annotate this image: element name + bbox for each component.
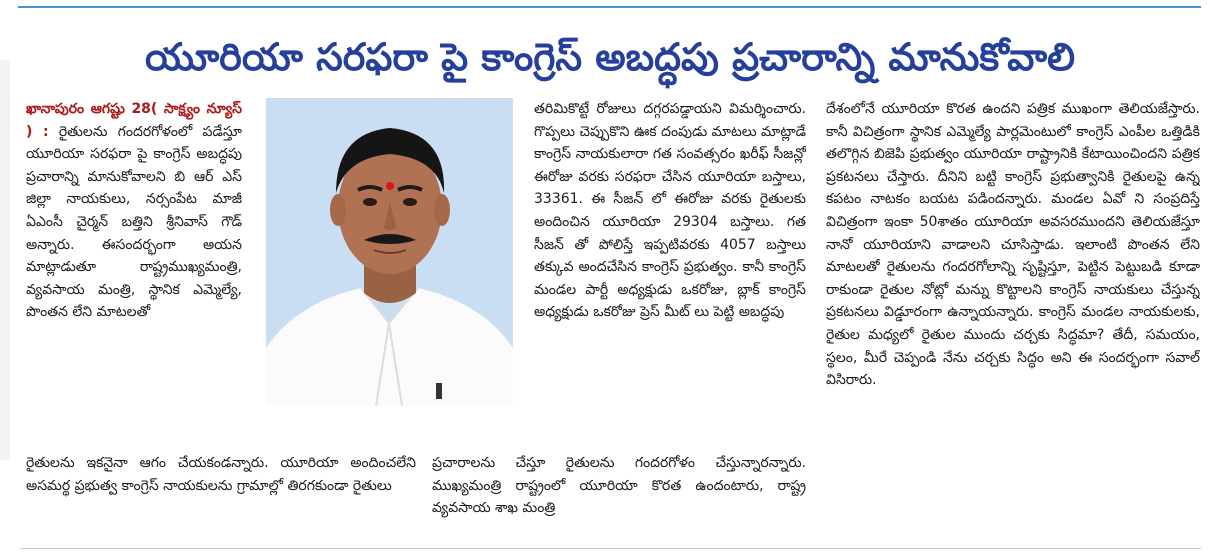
- column-4: [826, 98, 1200, 528]
- column-4-text: దేశంలోనే యూరియా కొరత ఉందని పత్రిక ముఖంగా తెలియజేస్తారు. కానీ విచిత్రంగా స్థానిక ఎమ్మెల్యే పార్లమెంటులో కాంగ్రెస్ ఎంపీల ఒత్తిడికి తలొగ్గిన బిజెపి ప్రభుత్వం యూరియా రాష్ట్రానికి కేటాయించిందని పత్రిక ప్రకటనలు చేస్తారు. దీనిని బట్టి కాంగ్రెస్ ప్రభుత్వానికి రైతులపై ఉన్న కపటం నాటకం బయట పడిందన్నారు. మండల ఏవో ని సంప్రదిస్తే విచిత్రంగా ఇంకా 50శాతం యూరియా అవసరముందని తెలియజేస్తూ నానో యూరియాని వాడాలని చూసిస్తాడు. ఇలాంటి పొంతన లేని మాటలతో రైతులను గందరగోలాన్ని సృష్టిస్తూ, పెట్టిన పెట్టుబడి కూడా రాకుండా రైతుల నోట్లో మన్ను కొట్టాలని కాంగ్రెస్ నాయకులు చేస్తున్న ప్రకటనలు విడ్డూరంగా ఉన్నాయన్నారు. కాంగ్రెస్ మండల నాయకులకు, రైతుల మధ్యలో రైతుల ముందు చర్చకు సిద్ధమా? తేదీ, సమయం, స్థలం, మీరే చెప్పండి నేను చర్చకు సిద్ధం అని ఈ సందర్భంగా సవాల్ విసిరారు.: [826, 101, 1200, 389]
- column-1-continued: [26, 452, 416, 532]
- dateline: ఖానాపురం ఆగష్టు 28( సాక్ష్యం న్యూస్ ) :: [26, 101, 242, 140]
- column-3-text: తరిమికొట్టే రోజులు దగ్గరపడ్డాయని విమర్శించారు. గొప్పలు చెప్పుకొని ఊక దంపుడు మాటలు మాట్లాడే కాంగ్రెస్ నాయకులారా గత సంవత్సరం ఖరీఫ్ సీజన్లో ఈరోజు వరకు సరఫరా చేసిన యూరియా బస్తాలు, 33361. ఈ సీజన్ లో ఈరోజు వరకు రైతులకు అందించిన యూరియా 29304 బస్తాలు. గత సీజన్ తో పోలిస్తే ఇప్పటివరకు 4057 బస్తాలు తక్కువ అందచేసిన కాంగ్రెస్ ప్రభుత్వం. కానీ కాంగ్రెస్ మండల పార్టీ అధ్యక్షుడు ఒకరోజు, బ్లాక్ కాంగ్రెస్ అధ్యక్షుడు ఒకరోజు ప్రెస్ మీట్ లు పెట్టి అబద్ధపు: [534, 101, 806, 321]
- reporter-photo: [266, 98, 513, 406]
- column-3: [534, 98, 806, 448]
- top-rule: [18, 6, 1201, 8]
- column-1: [26, 98, 242, 448]
- column-3-continued: [432, 452, 806, 532]
- headline: యూరియా సరఫరా పై కాంగ్రెస్ అబద్ధపు ప్రచారాన్ని మానుకోవాలి: [145, 35, 1075, 79]
- column-1-text: రైతులను గందరగోళంలో పడేస్తూ యూరియా సరఫరా పై కాంగ్రెస్ అబద్ధపు ప్రచారాన్ని మానుకోవాలని బి ఆర్ ఎస్ జిల్లా నాయకులు, నర్సంపేట మాజీ ఏఎంసీ చైర్మన్ బత్తిని శ్రీనివాస్ గౌడ్ అన్నారు. ఈసందర్భంగా అయన మాట్లాడుతూ రాష్ట్రముఖ్యమంత్రి, వ్యవసాయ మంత్రి, స్థానిక ఎమ్మెల్యే, పొంతన లేని మాటలతో: [26, 123, 242, 321]
- bottom-rule: [20, 548, 1201, 549]
- column-3-bottom-text: ప్రచారాలను చేస్తూ రైతులను గందరగోళం చేస్తున్నారన్నారు. ముఖ్యమంత్రి రాష్ట్రంలో యూరియా కొరత ఉందంటారు, రాష్ట్ర వ్యవసాయ శాఖ మంత్రి: [432, 455, 806, 517]
- page-edge: [0, 60, 10, 460]
- column-1-bottom-text: రైతులను ఇకనైనా ఆగం చేయకండన్నారు. యూరియా అందించలేని అసమర్థ ప్రభుత్వ కాంగ్రెస్ నాయకులను గ్రామాల్లో తిరగకుండా రైతులు: [26, 455, 416, 494]
